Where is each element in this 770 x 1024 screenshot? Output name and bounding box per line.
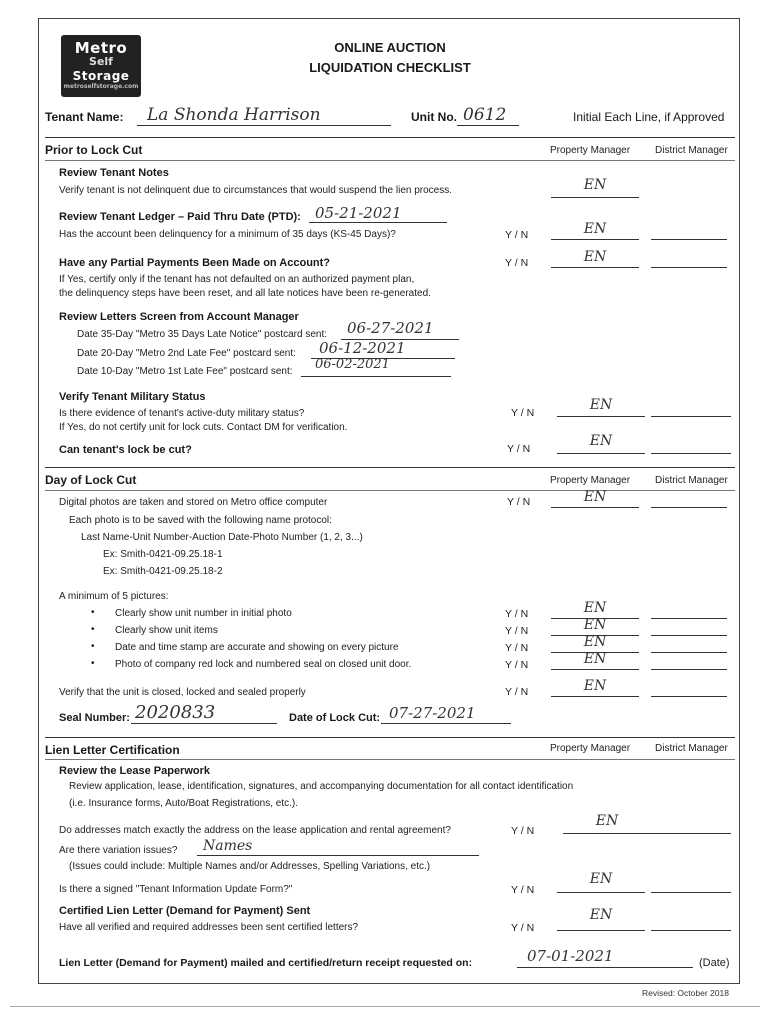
dm-initial-line	[651, 267, 727, 268]
pm-initial-line	[563, 833, 651, 834]
bullet-dot: •	[91, 624, 95, 635]
signed-form-text: Is there a signed "Tenant Information Update Form?"	[59, 884, 293, 895]
mailed-date-line	[517, 967, 693, 968]
bullet-1-pm-initials: EN	[583, 600, 607, 616]
variation-line	[197, 855, 479, 856]
cut-title: Can tenant's lock be cut?	[59, 444, 192, 456]
signed-form-pm-initials: EN	[589, 871, 613, 887]
dm-initial-line	[651, 892, 731, 893]
bullet-dot: •	[91, 607, 95, 618]
pm-initial-line	[551, 239, 639, 240]
tenant-name-line	[137, 125, 391, 126]
letters-title: Review Letters Screen from Account Manager	[59, 311, 299, 323]
form-title-line2: LIQUIDATION CHECKLIST	[309, 60, 471, 75]
notes-title: Review Tenant Notes	[59, 167, 169, 179]
partial-yes-no[interactable]: Y / N	[505, 257, 529, 269]
lock-cut-date-label: Date of Lock Cut:	[289, 712, 381, 724]
mailed-date-value: 07-01-2021	[527, 947, 614, 965]
dm-initial-line	[651, 635, 727, 636]
certified-pm-initials: EN	[589, 907, 613, 923]
ptd-value: 05-21-2021	[315, 204, 402, 222]
section-divider	[45, 160, 735, 161]
unit-no-value: 0612	[463, 105, 507, 125]
variation-note: (Issues could include: Multiple Names and/or Addresses, Spelling Variations, etc.)	[69, 861, 431, 872]
form-title-line1: ONLINE AUCTION	[334, 40, 446, 55]
lease-text-1: Review application, lease, identification, signatures, and accompanying documentation for all contact identification	[69, 781, 574, 792]
variation-label: Are there variation issues?	[59, 845, 178, 856]
notes-pm-initials: EN	[583, 177, 607, 193]
verify-text: Verify that the unit is closed, locked and sealed properly	[59, 687, 306, 698]
bullet-1-text: Clearly show unit number in initial photo	[115, 608, 292, 619]
bullet-4-pm-initials: EN	[583, 651, 607, 667]
photos-text: Digital photos are taken and stored on Metro office computer	[59, 497, 328, 508]
pm-column-header: Property Manager	[550, 743, 631, 754]
partial-pm-initials: EN	[583, 249, 607, 265]
bullet-4-yes-no[interactable]: Y / N	[505, 659, 529, 671]
military-yes-no[interactable]: Y / N	[511, 407, 535, 419]
letter2-label: Date 20-Day "Metro 2nd Late Fee" postcard sent:	[77, 348, 296, 359]
tenant-name-label: Tenant Name:	[45, 110, 124, 124]
partial-text-1: If Yes, certify only if the tenant has not defaulted on an authorized payment plan,	[59, 274, 415, 285]
section-divider	[45, 737, 735, 738]
variation-value: Names	[203, 838, 253, 854]
pm-initial-line	[557, 892, 645, 893]
partial-text-2: the delinquency steps have been reset, and all late notices have been re-generated.	[59, 288, 431, 299]
ledger-yes-no[interactable]: Y / N	[505, 229, 529, 241]
dm-initial-line	[651, 669, 727, 670]
lease-title: Review the Lease Paperwork	[59, 765, 211, 777]
dm-initial-line	[651, 696, 727, 697]
notes-text: Verify tenant is not delinquent due to circumstances that would suspend the lien process.	[59, 185, 453, 196]
dm-initial-line	[651, 833, 731, 834]
initial-note: Initial Each Line, if Approved	[573, 110, 725, 124]
pm-column-header: Property Manager	[550, 475, 631, 486]
partial-title: Have any Partial Payments Been Made on Account?	[59, 257, 331, 269]
lease-text-2: (i.e. Insurance forms, Auto/Boat Registrations, etc.).	[69, 798, 298, 809]
dm-column-header: District Manager	[655, 475, 728, 486]
dm-initial-line	[651, 416, 731, 417]
military-title: Verify Tenant Military Status	[59, 391, 206, 403]
protocol-text-2: Last Name-Unit Number-Auction Date-Photo Number (1, 2, 3...)	[81, 532, 363, 543]
checklist-form	[38, 18, 740, 984]
pm-initial-line	[551, 507, 639, 508]
bullet-4-text: Photo of company red lock and numbered seal on closed unit door.	[115, 659, 412, 670]
certified-yes-no[interactable]: Y / N	[511, 922, 535, 934]
dm-initial-line	[651, 507, 727, 508]
address-match-text: Do addresses match exactly the address on the lease application and rental agreement?	[59, 825, 451, 836]
section-day-heading: Day of Lock Cut	[45, 473, 137, 487]
letter2-value: 06-12-2021	[319, 339, 406, 357]
section-divider	[45, 467, 735, 468]
revised-note: Revised: October 2018	[642, 988, 729, 998]
letter1-value: 06-27-2021	[347, 319, 434, 337]
section-lien-heading: Lien Letter Certification	[45, 743, 180, 757]
ledger-text: Has the account been delinquency for a minimum of 35 days (KS-45 Days)?	[59, 229, 396, 240]
dm-initial-line	[651, 618, 727, 619]
bullet-2-pm-initials: EN	[583, 617, 607, 633]
letter3-value: 06-02-2021	[315, 357, 390, 372]
military-pm-initials: EN	[589, 397, 613, 413]
signed-form-yes-no[interactable]: Y / N	[511, 884, 535, 896]
certified-title: Certified Lien Letter (Demand for Payment) Sent	[59, 905, 311, 917]
military-text-2: If Yes, do not certify unit for lock cuts. Contact DM for verification.	[59, 422, 348, 433]
bullet-2-text: Clearly show unit items	[115, 625, 218, 636]
tenant-name-value: La Shonda Harrison	[147, 105, 321, 125]
pm-initial-line	[557, 930, 645, 931]
address-match-yes-no[interactable]: Y / N	[511, 825, 535, 837]
bullet-dot: •	[91, 658, 95, 669]
bullet-3-text: Date and time stamp are accurate and showing on every picture	[115, 642, 399, 653]
bullet-2-yes-no[interactable]: Y / N	[505, 625, 529, 637]
page-bottom-edge	[10, 1006, 760, 1007]
example-1: Ex: Smith-0421-09.25.18-1	[103, 549, 223, 560]
address-match-pm-initials: EN	[595, 813, 619, 829]
dm-initial-line	[651, 239, 727, 240]
pm-initial-line	[551, 696, 639, 697]
cut-pm-initials: EN	[589, 433, 613, 449]
seal-number-label: Seal Number:	[59, 712, 130, 724]
letter1-label: Date 35-Day "Metro 35 Days Late Notice" postcard sent:	[77, 329, 327, 340]
lock-cut-date-value: 07-27-2021	[389, 704, 476, 722]
example-2: Ex: Smith-0421-09.25.18-2	[103, 566, 223, 577]
bullet-dot: •	[91, 641, 95, 652]
pm-initial-line	[551, 267, 639, 268]
mailed-date-suffix: (Date)	[699, 957, 730, 969]
seal-number-value: 2020833	[135, 702, 216, 723]
pm-initial-line	[551, 197, 639, 198]
bullet-3-yes-no[interactable]: Y / N	[505, 642, 529, 654]
ledger-pm-initials: EN	[583, 221, 607, 237]
protocol-text-1: Each photo is to be saved with the following name protocol:	[69, 515, 332, 526]
verify-pm-initials: EN	[583, 678, 607, 694]
unit-no-label: Unit No.	[411, 110, 457, 124]
pm-initial-line	[557, 453, 645, 454]
letter3-line	[301, 376, 451, 377]
letter3-label: Date 10-Day "Metro 1st Late Fee" postcard sent:	[77, 366, 293, 377]
certified-text: Have all verified and required addresses been sent certified letters?	[59, 922, 359, 933]
photos-pm-initials: EN	[583, 489, 607, 505]
pm-initial-line	[557, 416, 645, 417]
pm-column-header: Property Manager	[550, 145, 631, 156]
military-text-1: Is there evidence of tenant's active-duty military status?	[59, 408, 305, 419]
seal-number-line	[131, 723, 277, 724]
min-pictures-text: A minimum of 5 pictures:	[59, 591, 169, 602]
section-divider	[45, 759, 735, 760]
bullet-1-yes-no[interactable]: Y / N	[505, 608, 529, 620]
dm-column-header: District Manager	[655, 145, 728, 156]
pm-initial-line	[551, 669, 639, 670]
dm-initial-line	[651, 453, 731, 454]
section-prior-heading: Prior to Lock Cut	[45, 143, 143, 157]
verify-yes-no[interactable]: Y / N	[505, 686, 529, 698]
bullet-3-pm-initials: EN	[583, 634, 607, 650]
lock-cut-date-line	[381, 723, 511, 724]
unit-no-line	[457, 125, 519, 126]
dm-initial-line	[651, 930, 731, 931]
ledger-title: Review Tenant Ledger – Paid Thru Date (PTD):	[59, 211, 301, 223]
dm-column-header: District Manager	[655, 743, 728, 754]
cut-yes-no[interactable]: Y / N	[507, 443, 531, 455]
mailed-text: Lien Letter (Demand for Payment) mailed and certified/return receipt requested on:	[59, 957, 473, 969]
ptd-line	[309, 222, 447, 223]
dm-initial-line	[651, 652, 727, 653]
photos-yes-no[interactable]: Y / N	[507, 496, 531, 508]
section-divider	[45, 137, 735, 138]
metro-self-storage-logo: Metro Self Storage metroselfstorage.com	[61, 35, 141, 97]
